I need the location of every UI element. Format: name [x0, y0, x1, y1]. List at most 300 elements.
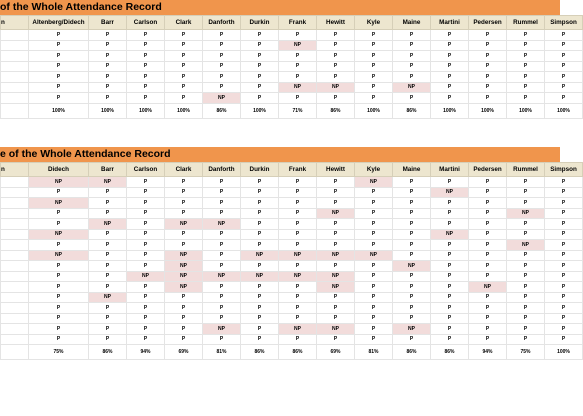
cell[interactable]: P [89, 334, 127, 345]
cell[interactable]: 71% [279, 103, 317, 118]
cell[interactable]: P [29, 40, 89, 51]
cell[interactable]: P [507, 292, 545, 303]
cell[interactable]: NP [317, 250, 355, 261]
cell[interactable]: P [355, 282, 393, 293]
cell[interactable]: P [469, 334, 507, 345]
cell[interactable]: 100% [545, 345, 583, 360]
cell[interactable]: P [127, 40, 165, 51]
cell[interactable]: P [241, 240, 279, 251]
cell[interactable]: P [203, 303, 241, 314]
cell[interactable]: NP [127, 271, 165, 282]
cell[interactable]: P [241, 72, 279, 83]
cell[interactable]: P [29, 30, 89, 41]
cell[interactable]: 100% [545, 103, 583, 118]
cell[interactable]: P [393, 229, 431, 240]
cell[interactable]: P [89, 72, 127, 83]
cell[interactable]: P [279, 229, 317, 240]
cell[interactable]: P [507, 250, 545, 261]
cell[interactable]: P [317, 177, 355, 188]
cell[interactable]: P [545, 313, 583, 324]
cell[interactable] [1, 240, 29, 251]
cell[interactable]: NP [317, 282, 355, 293]
cell[interactable]: P [431, 292, 469, 303]
cell[interactable]: P [127, 250, 165, 261]
cell[interactable]: P [393, 198, 431, 209]
cell[interactable]: P [203, 250, 241, 261]
cell[interactable]: NP [431, 187, 469, 198]
cell[interactable]: NP [355, 250, 393, 261]
cell[interactable]: P [507, 51, 545, 62]
cell[interactable]: P [203, 334, 241, 345]
cell[interactable]: P [393, 51, 431, 62]
cell[interactable]: NP [393, 82, 431, 93]
cell[interactable]: P [165, 240, 203, 251]
cell[interactable] [1, 229, 29, 240]
cell[interactable]: P [29, 292, 89, 303]
cell[interactable]: Rummel [507, 16, 545, 30]
cell[interactable]: Didech [29, 163, 89, 177]
cell[interactable]: P [241, 82, 279, 93]
cell[interactable]: P [89, 93, 127, 104]
cell[interactable] [1, 51, 29, 62]
cell[interactable]: 86% [431, 345, 469, 360]
cell[interactable]: P [165, 61, 203, 72]
cell[interactable]: P [241, 292, 279, 303]
cell[interactable] [1, 345, 29, 360]
cell[interactable]: Durkin [241, 163, 279, 177]
cell[interactable]: P [431, 72, 469, 83]
cell[interactable]: P [545, 334, 583, 345]
cell[interactable]: P [545, 198, 583, 209]
cell[interactable]: P [89, 240, 127, 251]
cell[interactable]: 100% [431, 103, 469, 118]
cell[interactable]: NP [203, 324, 241, 335]
cell[interactable]: P [241, 51, 279, 62]
cell[interactable]: P [355, 93, 393, 104]
cell[interactable]: P [127, 261, 165, 272]
cell[interactable]: P [203, 51, 241, 62]
cell[interactable]: P [127, 240, 165, 251]
cell[interactable]: P [431, 30, 469, 41]
cell[interactable]: P [507, 82, 545, 93]
cell[interactable]: P [431, 219, 469, 230]
cell[interactable]: P [469, 198, 507, 209]
cell[interactable]: NP [165, 261, 203, 272]
cell[interactable] [1, 187, 29, 198]
cell[interactable]: 100% [89, 103, 127, 118]
cell[interactable]: P [431, 250, 469, 261]
cell[interactable]: P [545, 292, 583, 303]
cell[interactable]: P [29, 51, 89, 62]
cell[interactable]: P [203, 282, 241, 293]
cell[interactable] [1, 303, 29, 314]
cell[interactable]: P [89, 40, 127, 51]
cell[interactable]: P [127, 324, 165, 335]
cell[interactable]: P [127, 303, 165, 314]
cell[interactable]: P [279, 51, 317, 62]
cell[interactable]: P [393, 313, 431, 324]
cell[interactable]: P [89, 187, 127, 198]
cell[interactable]: P [165, 334, 203, 345]
cell[interactable]: NP [507, 240, 545, 251]
cell[interactable]: P [127, 30, 165, 41]
cell[interactable]: P [507, 72, 545, 83]
cell[interactable]: P [507, 40, 545, 51]
cell[interactable]: P [469, 271, 507, 282]
cell[interactable]: P [431, 334, 469, 345]
cell[interactable]: P [355, 30, 393, 41]
cell[interactable]: P [317, 292, 355, 303]
cell[interactable]: P [469, 51, 507, 62]
cell[interactable]: P [241, 40, 279, 51]
cell[interactable]: P [431, 40, 469, 51]
cell[interactable]: P [469, 40, 507, 51]
cell[interactable]: P [279, 198, 317, 209]
cell[interactable]: P [29, 208, 89, 219]
cell[interactable]: Carlson [127, 163, 165, 177]
cell[interactable]: P [165, 292, 203, 303]
cell[interactable]: P [507, 219, 545, 230]
cell[interactable]: Simpson [545, 163, 583, 177]
cell[interactable]: P [29, 219, 89, 230]
cell[interactable]: P [29, 61, 89, 72]
cell[interactable]: P [127, 313, 165, 324]
cell[interactable]: P [89, 261, 127, 272]
cell[interactable]: 100% [355, 103, 393, 118]
cell[interactable]: 81% [355, 345, 393, 360]
cell[interactable]: P [393, 334, 431, 345]
cell[interactable]: P [393, 93, 431, 104]
cell[interactable]: NP [469, 282, 507, 293]
cell[interactable]: NP [279, 271, 317, 282]
cell[interactable]: P [203, 229, 241, 240]
cell[interactable]: NP [165, 271, 203, 282]
cell[interactable]: P [279, 177, 317, 188]
cell[interactable]: P [279, 313, 317, 324]
cell[interactable] [1, 208, 29, 219]
cell[interactable]: P [127, 93, 165, 104]
cell[interactable]: P [545, 282, 583, 293]
cell[interactable]: P [545, 219, 583, 230]
cell[interactable]: P [355, 313, 393, 324]
cell[interactable]: P [29, 72, 89, 83]
cell[interactable]: P [89, 303, 127, 314]
cell[interactable]: P [89, 61, 127, 72]
cell[interactable]: Hewitt [317, 16, 355, 30]
cell[interactable]: P [29, 324, 89, 335]
cell[interactable]: P [29, 93, 89, 104]
cell[interactable]: P [469, 250, 507, 261]
cell[interactable]: P [89, 82, 127, 93]
cell[interactable]: P [355, 61, 393, 72]
cell[interactable]: P [317, 51, 355, 62]
cell[interactable]: P [469, 187, 507, 198]
cell[interactable]: P [279, 93, 317, 104]
cell[interactable]: P [279, 61, 317, 72]
cell[interactable]: NP [317, 82, 355, 93]
cell[interactable]: NP [89, 219, 127, 230]
cell[interactable]: NP [29, 229, 89, 240]
cell[interactable]: P [431, 177, 469, 188]
cell[interactable]: Durkin [241, 16, 279, 30]
cell[interactable]: P [89, 208, 127, 219]
cell[interactable]: P [393, 250, 431, 261]
cell[interactable] [1, 103, 29, 118]
cell[interactable]: P [545, 250, 583, 261]
cell[interactable]: P [203, 208, 241, 219]
cell[interactable]: P [165, 40, 203, 51]
cell[interactable]: P [431, 303, 469, 314]
cell[interactable]: P [469, 229, 507, 240]
cell[interactable]: P [355, 219, 393, 230]
cell[interactable]: P [507, 261, 545, 272]
cell[interactable]: P [241, 334, 279, 345]
cell[interactable]: P [469, 177, 507, 188]
cell[interactable]: P [89, 250, 127, 261]
cell[interactable]: P [279, 334, 317, 345]
cell[interactable]: P [203, 30, 241, 41]
cell[interactable]: Pedersen [469, 163, 507, 177]
cell[interactable] [1, 334, 29, 345]
cell[interactable]: 100% [29, 103, 89, 118]
cell[interactable]: P [203, 187, 241, 198]
cell[interactable]: Carlson [127, 16, 165, 30]
cell[interactable]: NP [29, 198, 89, 209]
cell[interactable]: P [241, 30, 279, 41]
cell[interactable]: P [29, 334, 89, 345]
cell[interactable]: P [507, 229, 545, 240]
cell[interactable]: 100% [127, 103, 165, 118]
cell[interactable] [1, 30, 29, 41]
cell[interactable]: 69% [165, 345, 203, 360]
cell[interactable]: P [469, 82, 507, 93]
cell[interactable]: P [431, 208, 469, 219]
cell[interactable]: P [355, 324, 393, 335]
cell[interactable]: P [317, 334, 355, 345]
cell[interactable]: Martini [431, 163, 469, 177]
cell[interactable]: P [127, 198, 165, 209]
cell[interactable]: P [241, 324, 279, 335]
cell[interactable]: P [545, 208, 583, 219]
cell[interactable]: Altenberg/Didech [29, 16, 89, 30]
cell[interactable]: 86% [279, 345, 317, 360]
cell[interactable]: P [317, 61, 355, 72]
cell[interactable]: Barr [89, 16, 127, 30]
cell[interactable]: P [469, 292, 507, 303]
cell[interactable]: P [545, 303, 583, 314]
cell[interactable]: P [279, 30, 317, 41]
cell[interactable]: Clark [165, 16, 203, 30]
cell[interactable]: NP [317, 271, 355, 282]
cell[interactable]: P [89, 313, 127, 324]
cell[interactable] [1, 313, 29, 324]
cell[interactable]: P [241, 313, 279, 324]
cell[interactable]: P [127, 177, 165, 188]
cell[interactable]: n [1, 16, 29, 30]
cell[interactable]: P [241, 208, 279, 219]
cell[interactable]: NP [165, 282, 203, 293]
cell[interactable] [1, 271, 29, 282]
cell[interactable]: NP [431, 229, 469, 240]
cell[interactable]: NP [203, 93, 241, 104]
cell[interactable]: Danforth [203, 16, 241, 30]
cell[interactable]: NP [279, 324, 317, 335]
cell[interactable]: P [317, 229, 355, 240]
cell[interactable]: P [241, 261, 279, 272]
cell[interactable] [1, 40, 29, 51]
cell[interactable] [1, 82, 29, 93]
cell[interactable]: P [317, 313, 355, 324]
cell[interactable]: NP [279, 40, 317, 51]
cell[interactable]: 100% [469, 103, 507, 118]
cell[interactable]: P [507, 187, 545, 198]
cell[interactable]: P [545, 187, 583, 198]
cell[interactable]: P [127, 82, 165, 93]
cell[interactable]: P [317, 219, 355, 230]
cell[interactable]: NP [29, 177, 89, 188]
cell[interactable]: Clark [165, 163, 203, 177]
cell[interactable]: P [29, 187, 89, 198]
cell[interactable]: NP [241, 250, 279, 261]
cell[interactable]: NP [279, 250, 317, 261]
cell[interactable]: P [355, 72, 393, 83]
cell[interactable]: P [507, 30, 545, 41]
cell[interactable]: P [165, 198, 203, 209]
cell[interactable]: Hewitt [317, 163, 355, 177]
cell[interactable]: P [279, 303, 317, 314]
cell[interactable]: P [89, 198, 127, 209]
cell[interactable]: NP [241, 271, 279, 282]
cell[interactable]: 81% [203, 345, 241, 360]
cell[interactable]: P [89, 51, 127, 62]
cell[interactable]: P [355, 303, 393, 314]
cell[interactable]: P [431, 324, 469, 335]
cell[interactable]: P [165, 177, 203, 188]
cell[interactable]: P [545, 240, 583, 251]
cell[interactable]: P [545, 271, 583, 282]
cell[interactable] [1, 219, 29, 230]
cell[interactable]: NP [89, 177, 127, 188]
cell[interactable]: P [545, 93, 583, 104]
cell[interactable]: P [393, 187, 431, 198]
cell[interactable]: P [29, 271, 89, 282]
cell[interactable]: P [203, 240, 241, 251]
cell[interactable]: P [469, 219, 507, 230]
cell[interactable]: P [165, 93, 203, 104]
cell[interactable]: Kyle [355, 163, 393, 177]
cell[interactable]: NP [355, 177, 393, 188]
cell[interactable]: P [165, 313, 203, 324]
cell[interactable]: 75% [507, 345, 545, 360]
cell[interactable]: P [89, 229, 127, 240]
cell[interactable]: P [127, 187, 165, 198]
cell[interactable]: P [165, 324, 203, 335]
cell[interactable]: P [317, 40, 355, 51]
cell[interactable]: P [431, 313, 469, 324]
cell[interactable]: P [431, 82, 469, 93]
cell[interactable]: NP [507, 208, 545, 219]
cell[interactable]: 69% [317, 345, 355, 360]
cell[interactable]: P [393, 303, 431, 314]
cell[interactable]: P [393, 240, 431, 251]
cell[interactable]: P [393, 72, 431, 83]
cell[interactable]: P [279, 261, 317, 272]
cell[interactable]: P [127, 208, 165, 219]
cell[interactable]: P [507, 93, 545, 104]
cell[interactable]: P [279, 219, 317, 230]
cell[interactable]: P [241, 229, 279, 240]
cell[interactable]: Rummel [507, 163, 545, 177]
cell[interactable]: P [203, 177, 241, 188]
cell[interactable]: 94% [127, 345, 165, 360]
cell[interactable] [1, 198, 29, 209]
cell[interactable]: P [393, 177, 431, 188]
cell[interactable]: P [545, 51, 583, 62]
cell[interactable]: P [393, 219, 431, 230]
cell[interactable]: P [355, 82, 393, 93]
cell[interactable]: P [431, 61, 469, 72]
cell[interactable]: NP [393, 324, 431, 335]
cell[interactable] [1, 72, 29, 83]
cell[interactable]: P [89, 271, 127, 282]
cell[interactable]: P [317, 187, 355, 198]
cell[interactable] [1, 292, 29, 303]
cell[interactable]: P [241, 198, 279, 209]
cell[interactable]: 86% [203, 103, 241, 118]
cell[interactable]: Maine [393, 163, 431, 177]
cell[interactable]: P [317, 93, 355, 104]
cell[interactable] [1, 261, 29, 272]
cell[interactable]: P [241, 93, 279, 104]
cell[interactable]: P [29, 261, 89, 272]
cell[interactable]: P [317, 72, 355, 83]
cell[interactable]: P [507, 324, 545, 335]
cell[interactable]: 100% [241, 103, 279, 118]
cell[interactable]: P [507, 271, 545, 282]
cell[interactable]: P [317, 261, 355, 272]
cell[interactable]: P [431, 93, 469, 104]
cell[interactable]: Frank [279, 16, 317, 30]
cell[interactable]: P [127, 334, 165, 345]
cell[interactable]: Martini [431, 16, 469, 30]
cell[interactable]: P [165, 72, 203, 83]
cell[interactable]: P [165, 30, 203, 41]
cell[interactable]: P [165, 229, 203, 240]
cell[interactable]: P [279, 240, 317, 251]
cell[interactable]: P [355, 198, 393, 209]
cell[interactable]: P [127, 72, 165, 83]
cell[interactable]: NP [89, 292, 127, 303]
cell[interactable]: NP [29, 250, 89, 261]
cell[interactable]: Frank [279, 163, 317, 177]
cell[interactable]: P [393, 30, 431, 41]
cell[interactable]: P [127, 219, 165, 230]
cell[interactable]: 86% [317, 103, 355, 118]
cell[interactable]: P [355, 292, 393, 303]
cell[interactable]: P [241, 177, 279, 188]
cell[interactable]: NP [317, 324, 355, 335]
cell[interactable]: P [393, 282, 431, 293]
cell[interactable]: P [203, 313, 241, 324]
cell[interactable]: P [355, 271, 393, 282]
cell[interactable]: P [165, 303, 203, 314]
cell[interactable]: P [89, 30, 127, 41]
cell[interactable]: P [469, 240, 507, 251]
cell[interactable]: 75% [29, 345, 89, 360]
cell[interactable]: NP [393, 261, 431, 272]
cell[interactable]: P [317, 303, 355, 314]
cell[interactable]: P [393, 271, 431, 282]
